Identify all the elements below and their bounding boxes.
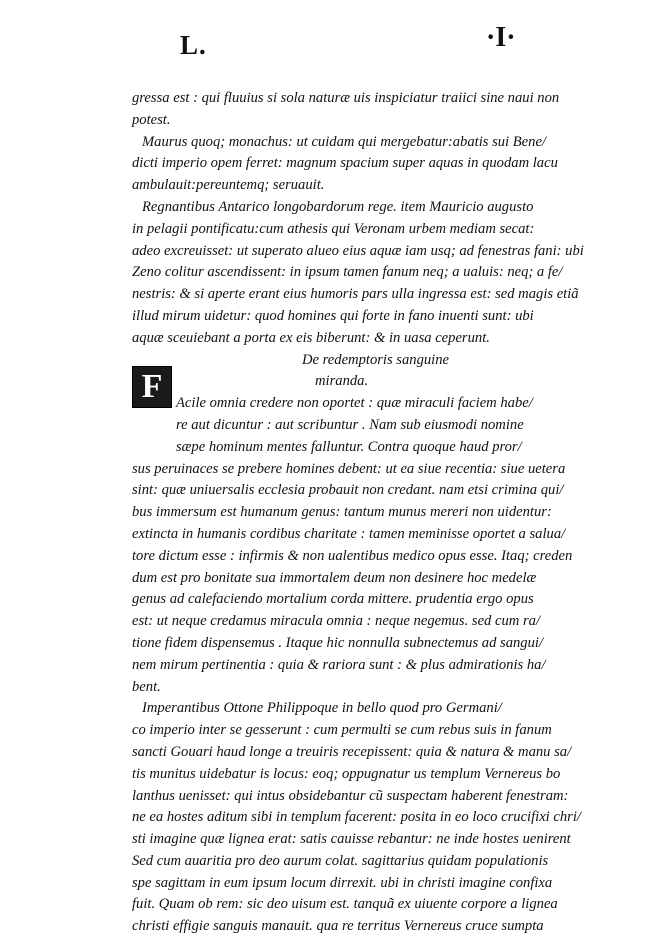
text-line: in pelagii pontificatu:cum athesis qui Veronam urbem mediam secat: [132,220,535,237]
text-line: sint: quæ uniuersalis ecclesia probauit non credant. nam etsi crimina qui/ [132,482,564,499]
text-line: potest. [132,111,171,128]
section-heading: miranda. [315,373,369,390]
text-line: christi effigie sanguis manauit. qua re territus Vernereus cruce sumpta [132,918,544,935]
text-line: est: ut neque credamus miracula omnia : neque negemus. sed cum ra/ [132,613,540,630]
text-line: sus peruinaces se prebere homines debent: ut ea siue recentia: siue uetera [132,460,566,477]
text-line: illud mirum uidetur: quod homines qui forte in fano inuenti sunt: ubi [132,307,534,324]
text-line: Acile omnia credere non oportet : quæ miraculi faciem habe/ [176,395,533,412]
text-line: gressa est : qui fluuius si sola naturæ uis inspiciatur traiici sine naui non [132,90,560,106]
text-line: extincta in humanis cordibus charitate : tamen meminisse oportet a salua/ [132,525,566,542]
text-line: ambulauit:pereuntemq; seruauit. [132,177,325,194]
text-line: lanthus uenisset: qui intus obsidebantur cũ suspectam haberent fenestram: [132,787,569,804]
text-line: genus ad calefaciendo mortalium corda mittere. prudentia ergo opus [132,591,534,608]
text-line: Imperantibus Ottone Philippoque in bello quod pro Germani/ [142,700,502,717]
text-line: re aut dicuntur : aut scribuntur . Nam sub eiusmodi nomine [176,416,524,433]
text-line: ne ea hostes aditum sibi in templum facerent: posita in eo loco crucifixi chri/ [132,809,581,826]
main-text-block [132,88,584,938]
text-line: spe sagittam in eum ipsum locum dirrexit. ubi in christi imagine confixa [132,874,553,891]
text-line: nestris: & si aperte erant eius humoris pars ulla ingressa est: sed magis etiã [132,286,579,303]
text-line: adeo excreuisset: ut superato alueo eius aquæ iam usq; ad fenestras fani: ubi [132,242,584,259]
text-line: bus immersum est humanum genus: tantum munus mereri non uidentur: [132,504,552,521]
text-line: Maurus quoq; monachus: ut cuidam qui mergebatur:abatis sui Bene/ [142,133,546,150]
text-line: tore dictum esse : infirmis & non ualentibus medico opus esse. Itaq; creden [132,547,573,564]
folio-number: ·I· [486,22,516,53]
text-line: nem mirum pertinentia : quia & rariora sunt : & plus admirationis ha/ [132,656,546,673]
text-line: Regnantibus Antarico longobardorum rege. item Mauricio augusto [142,198,534,215]
running-head-left: L. [180,30,207,60]
text-line: sæpe hominum mentes falluntur. Contra quoque haud pror/ [176,438,522,455]
text-line: Sed cum auaritia pro deo aurum colat. sagittarius quidam populationis [132,852,549,869]
text-line: tione fidem dispensemus . Itaque hic nonnulla subnectemus ad sangui/ [132,634,544,651]
decorated-initial: F [132,366,172,408]
text-line: dicti imperio opem ferret: magnum spacium super aquas in quodam lacu [132,155,558,172]
text-line: bent. [132,678,161,695]
text-line: co imperio inter se gesserunt : cum permulti se cum rebus suis in fanum [132,722,552,739]
text-line: dum est pro bonitate sua immortalem deum non desinere hoc medelæ [132,569,537,586]
text-line: aquæ sceuiebant a porta ex eis biberunt: & in uasa ceperunt. [132,329,490,346]
text-line: sti imagine quæ lignea erat: satis cauisse rebantur: ne inde hostes uenirent [132,831,571,848]
text-line: fuit. Quam ob rem: sic deo uisum est. tanquã ex uiuente corpore a lignea [132,896,558,913]
section-heading: De redemptoris sanguine [302,351,449,368]
text-line: Zeno colitur ascendissent: in ipsum tamen fanum neq; a ualuis: neq; a fe/ [132,264,563,281]
text-line: sancti Gouari haud longe a treuiris recepissent: quia & natura & manu sa/ [132,743,572,760]
text-line: tis munitus uidebatur is locus: eoq; oppugnatur us templum Vernereus bo [132,765,561,782]
